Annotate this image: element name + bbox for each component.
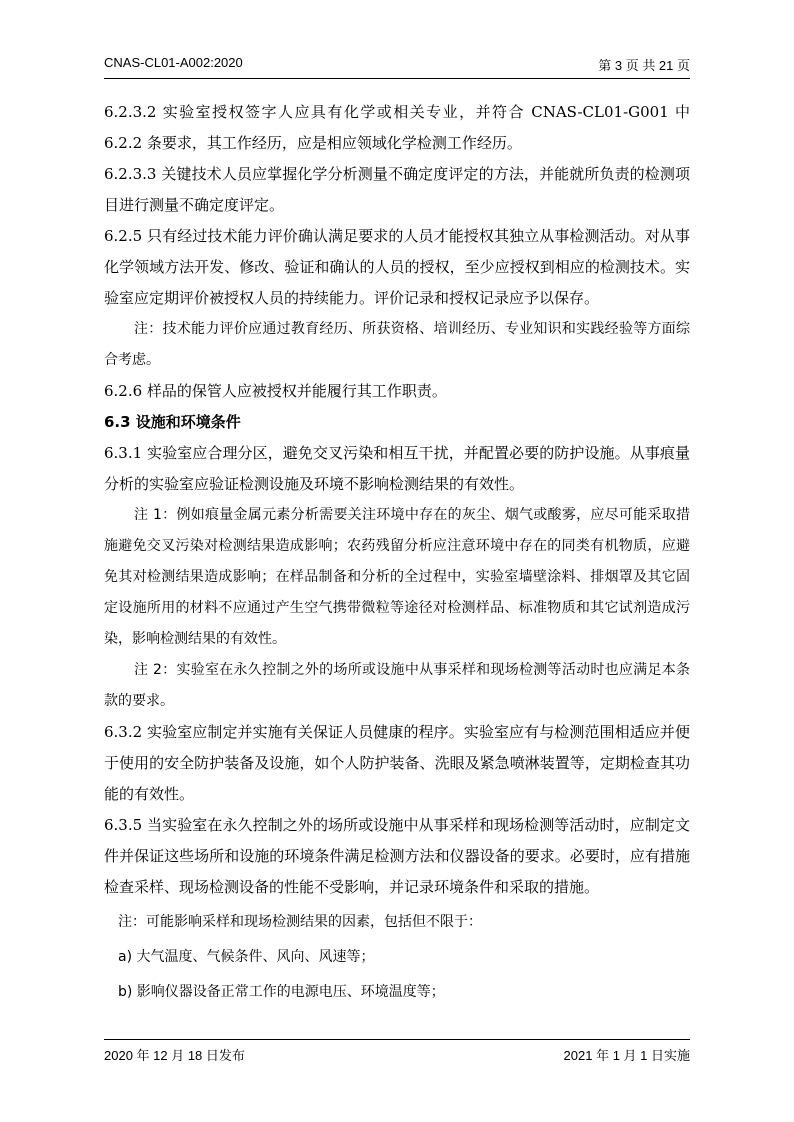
effective-date: 2021 年 1 月 1 日实施 (563, 1048, 690, 1063)
note-competence-evaluation: 注：技术能力评价应通过教育经历、所获资格、培训经历、专业知识和实践经验等方面综合考虑。 (104, 321, 690, 368)
list-item-b: b) 影响仪器设备正常工作的电源电压、环境温度等； (118, 984, 445, 1000)
clause-6-3-1: 6.3.1 实验室应合理分区，避免交叉污染和相互干扰，并配置必要的防护设施。从事痕量分析的实验室应验证检测设施及环境不影响检测结果的有效性。 (104, 444, 690, 493)
list-item-a: a) 大气温度、气候条件、风向、风速等； (118, 949, 375, 965)
document-body (104, 97, 690, 1008)
issue-date: 2020 年 12 月 18 日发布 (104, 1048, 245, 1063)
clause-6-2-3-3: 6.2.3.3 关键技术人员应掌握化学分析测量不确定度评定的方法，并能就所负责的检测项目进行测量不确定度评定。 (104, 165, 690, 214)
note-sampling-factors: 注：可能影响采样和现场检测结果的因素，包括但不限于： (118, 914, 482, 930)
clause-6-2-5: 6.2.5 只有经过技术能力评价确认满足要求的人员才能授权其独立从事检测活动。对从事化学领域方法开发、修改、验证和确认的人员的授权，至少应授权到相应的检测技术。实验室应定期评价被授权人员的持续能力。评价记录和授权记录应予以保存。 (104, 227, 690, 307)
clause-6-3-5: 6.3.5 当实验室在永久控制之外的场所或设施中从事采样和现场检测等活动时，应制定文件并保证这些场所和设施的环境条件满足检测方法和仪器设备的要求。必要时，应有措施检查采样、现场检测设备的性能不受影响，并记录环境条件和采取的措施。 (104, 816, 690, 896)
section-heading-6-3: 6.3 设施和环境条件 (104, 413, 241, 431)
document-id: CNAS-CL01-A002:2020 (104, 55, 243, 70)
page-header (104, 55, 690, 74)
header-divider (104, 78, 690, 79)
clause-6-3-2: 6.3.2 实验室应制定并实施有关保证人员健康的程序。实验室应有与检测范围相适应并便于使用的安全防护装备及设施，如个人防护装备、洗眼及紧急喷淋装置等，定期检查其功能的有效性。 (104, 723, 690, 803)
page-number: 第 3 页 共 21 页 (598, 58, 690, 73)
clause-6-2-6: 6.2.6 样品的保管人应被授权并能履行其工作职责。 (104, 382, 447, 400)
footer-divider (104, 1039, 690, 1040)
note-1-trace-analysis: 注 1：例如痕量金属元素分析需要关注环境中存在的灰尘、烟气或酸雾，应尽可能采取措施避免交叉污染对检测结果造成影响；农药残留分析应注意环境中存在的同类有机物质，应避免其对检测结果造成影响；在样品制备和分析的全过程中，实验室墙壁涂料、排烟罩及其它固定设施所用的材料不应通过产生空气携带微粒等途径对检测样品、标准物质和其它试剂造成污染，影响检测结果的有效性。 (104, 507, 690, 647)
note-2-off-site: 注 2：实验室在永久控制之外的场所或设施中从事采样和现场检测等活动时也应满足本条款的要求。 (104, 662, 690, 709)
clause-6-2-3-2: 6.2.3.2 实验室授权签字人应具有化学或相关专业，并符合 CNAS-CL01-G001 中 6.2.2 条要求，其工作经历，应是相应领域化学检测工作经历。 (104, 103, 690, 152)
page-footer (104, 1045, 690, 1064)
